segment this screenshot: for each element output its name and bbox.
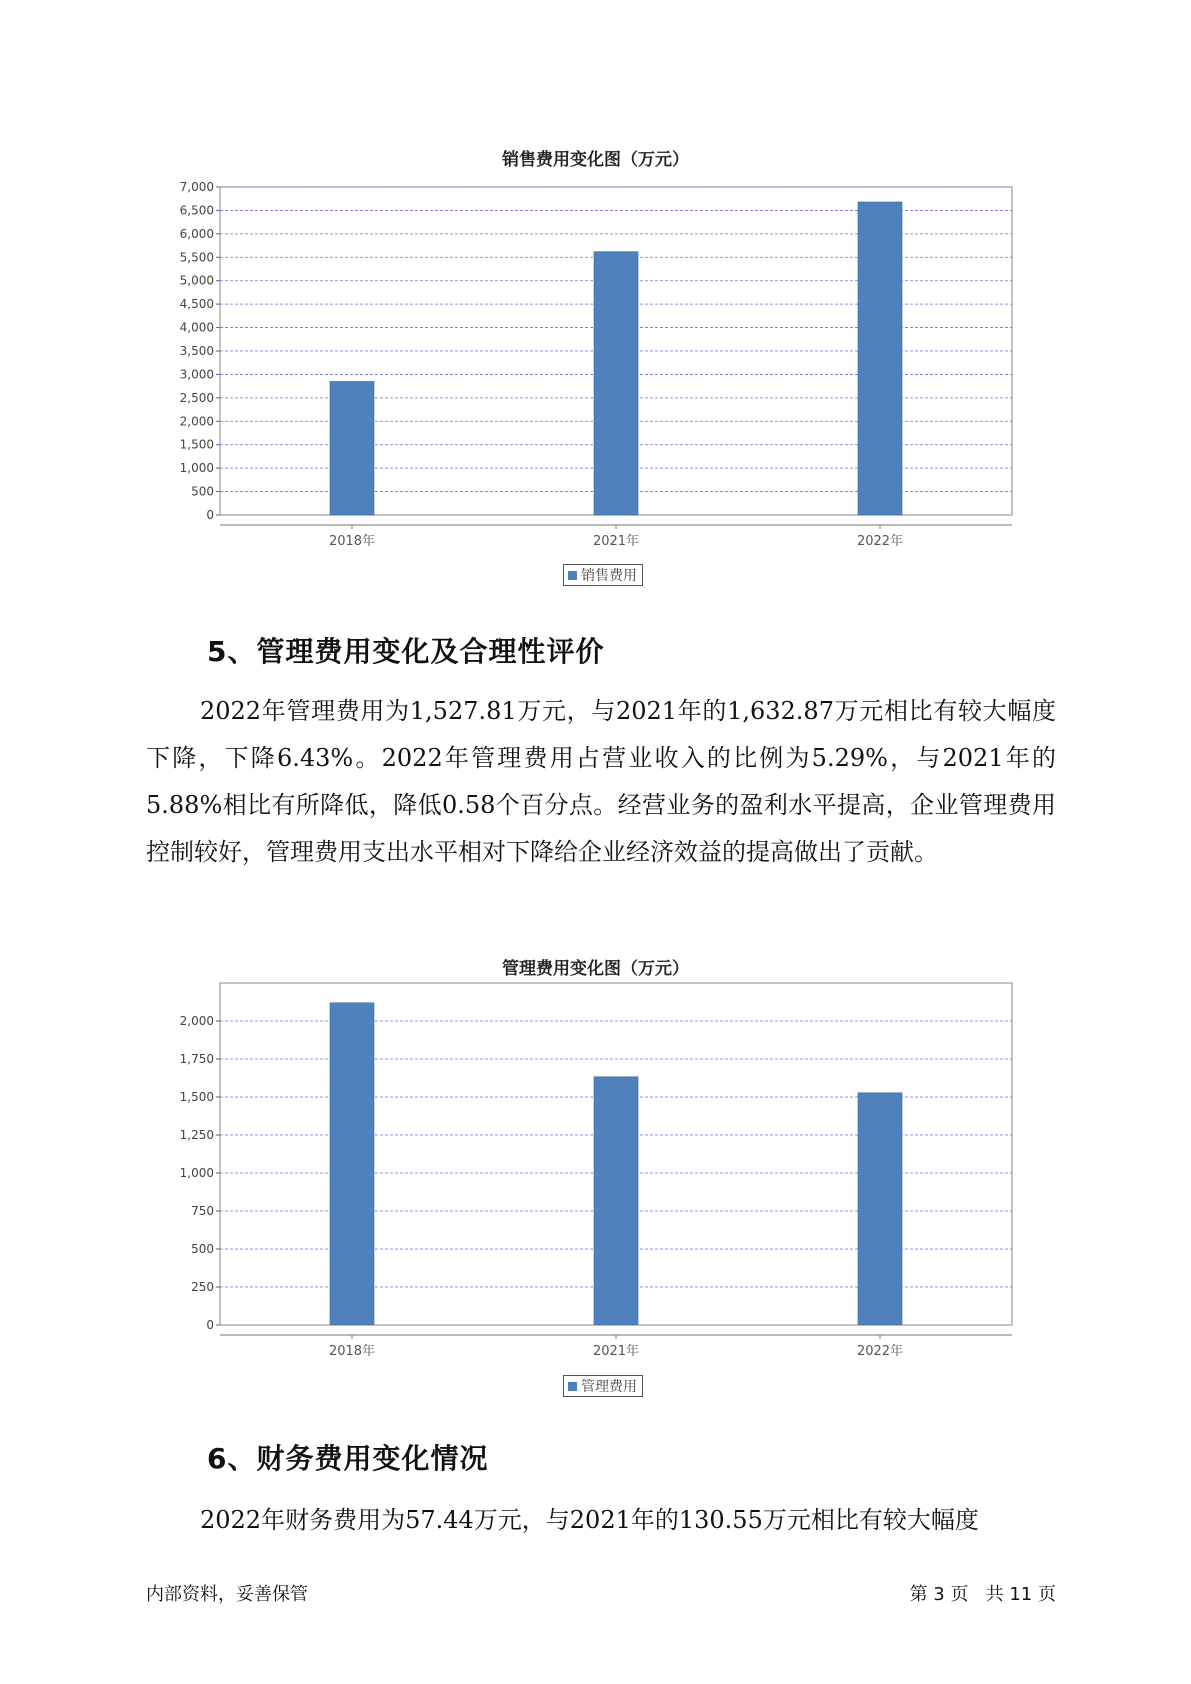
y-tick-label: 500	[191, 1242, 214, 1256]
y-tick-label: 0	[206, 508, 214, 522]
y-tick-label: 250	[191, 1280, 214, 1294]
x-tick-label: 2018年	[328, 1344, 376, 1359]
chart1-title: 销售费用变化图（万元）	[502, 150, 689, 170]
y-tick-label: 1,750	[179, 1052, 214, 1066]
y-tick-label: 0	[206, 1318, 214, 1332]
bar	[858, 202, 902, 515]
y-tick-label: 4,000	[179, 320, 214, 335]
y-tick-label: 7,000	[179, 180, 214, 194]
section6-paragraph	[146, 1497, 1056, 1544]
bar	[330, 381, 374, 515]
y-tick-label: 1,000	[179, 461, 214, 476]
section5-paragraph-text: 2022年管理费用为1,527.81万元，与2021年的1,632.87万元相比有较大幅度下降，下降6.43%。2022年管理费用占营业收入的比例为5.29%，与2021年的5.88%相比有所降低，降低0.58个百分点。经营业务的盈利水平提高，企业管理费用控制较好，管理费用支出水平相对下降给企业经济效益的提高做出了贡献。	[146, 697, 1056, 866]
y-tick-label: 500	[191, 484, 214, 499]
management-expense-chart	[0, 980, 1191, 1360]
footer-page-number: 第 3 页 共 11 页	[909, 1584, 1056, 1605]
bar	[858, 1093, 902, 1325]
y-tick-label: 4,500	[179, 297, 214, 312]
x-tick-label: 2022年	[856, 1344, 904, 1359]
bar	[594, 1077, 638, 1325]
footer-left: 内部资料，妥善保管	[146, 1584, 308, 1605]
section6-heading: 6、财务费用变化情况	[207, 1442, 489, 1475]
section5-heading: 5、管理费用变化及合理性评价	[207, 635, 605, 668]
chart1-legend-label: 销售费用	[581, 568, 637, 584]
x-tick-label: 2018年	[328, 534, 376, 549]
y-tick-label: 2,500	[179, 390, 214, 405]
y-tick-label: 5,000	[179, 273, 214, 288]
y-tick-label: 2,000	[179, 1014, 214, 1028]
x-tick-label: 2022年	[856, 534, 904, 549]
y-tick-label: 5,500	[179, 250, 214, 265]
y-tick-label: 3,000	[179, 367, 214, 382]
x-tick-label: 2021年	[592, 1344, 640, 1359]
y-tick-label: 1,500	[179, 1090, 214, 1104]
section6-paragraph-text: 2022年财务费用为57.44万元，与2021年的130.55万元相比有较大幅度	[200, 1506, 979, 1534]
section5-paragraph	[146, 688, 1056, 876]
y-tick-label: 1,000	[179, 1166, 214, 1180]
y-tick-label: 6,000	[179, 226, 214, 241]
sales-expense-chart	[0, 170, 1191, 550]
chart2-legend-label: 管理费用	[581, 1379, 637, 1395]
chart2-title: 管理费用变化图（万元）	[502, 959, 689, 979]
legend-swatch	[568, 1382, 577, 1391]
y-tick-label: 750	[191, 1204, 214, 1218]
y-tick-label: 1,250	[179, 1128, 214, 1142]
chart2-legend	[563, 1375, 643, 1397]
y-tick-label: 1,500	[179, 437, 214, 452]
legend-swatch	[568, 571, 577, 580]
y-tick-label: 3,500	[179, 344, 214, 358]
x-tick-label: 2021年	[592, 534, 640, 549]
chart1-legend	[563, 564, 643, 586]
y-tick-label: 2,000	[179, 414, 214, 429]
bar	[594, 252, 638, 515]
bar	[330, 1003, 374, 1325]
y-tick-label: 6,500	[179, 203, 214, 218]
